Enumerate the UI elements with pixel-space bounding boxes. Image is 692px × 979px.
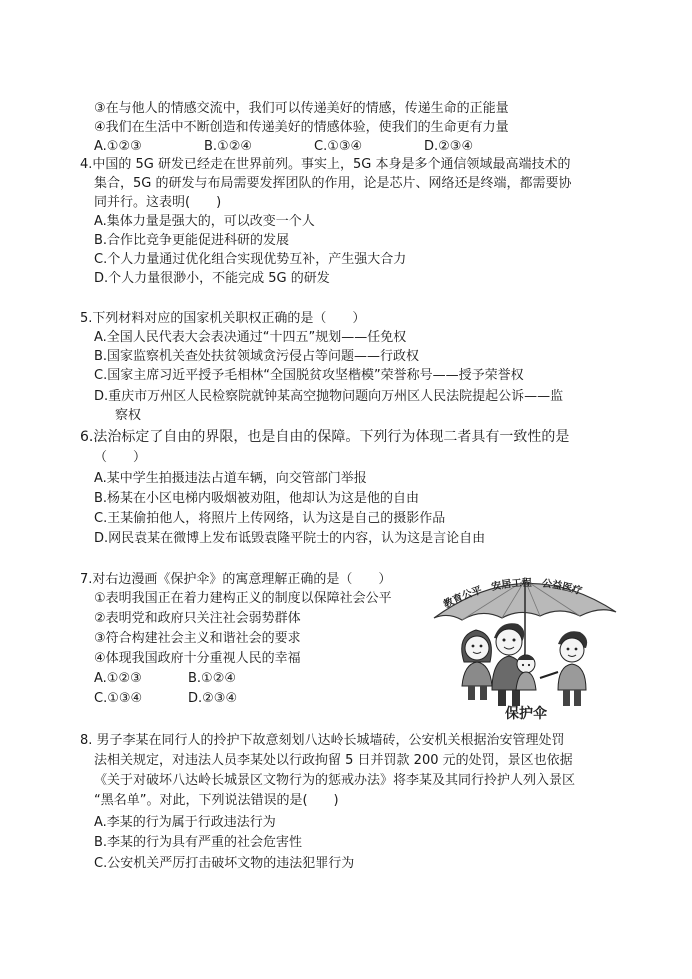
mother-figure [462,630,492,700]
q8-option-b: B.李某的行为具有严重的社会危害性 [94,835,303,850]
q5-option-a: A.全国人民代表大会表决通过“十四五”规划——任免权 [94,330,407,345]
q5-option-c: C.国家主席习近平授予毛相林“全国脱贫攻坚楷模”荣誉称号——授予荣誉权 [94,368,524,383]
q6-option-d: D.网民袁某在微博上发布诋毁袁隆平院士的内容，认为这是言论自由 [94,531,486,546]
q3-option-d: D.②③④ [424,139,474,154]
cartoon-caption: 保护伞 [505,706,547,722]
q7-option-a: A.①②③ [94,671,142,686]
q5-option-d-continued: 察权 [115,408,142,423]
q4-option-a: A.集体力量是强大的，可以改变一个人 [94,214,315,229]
q3-options [94,138,473,156]
umbrella-family-illustration [430,566,620,724]
q7-option-b: B.①②④ [188,671,237,686]
q7-options-row-1 [94,670,236,688]
q4-option-c: C.个人力量通过优化组合实现优势互补，产生强大合力 [94,252,407,267]
q7-statement-2: ②表明党和政府只关注社会弱势群体 [94,611,301,626]
q7-stem: 7.对右边漫画《保护伞》的寓意理解正确的是（ ） [80,572,392,587]
boy-figure [540,631,587,706]
q7-option-c: C.①③④ [94,691,143,706]
q6-stem-line-2: （ ） [94,450,147,465]
q4-option-b: B.合作比竞争更能促进科研的发展 [94,233,290,248]
q7-statement-1: ①表明我国正在着力建构正义的制度以保障社会公平 [94,591,392,606]
q6-option-a: A.某中学生拍摄违法占道车辆，向交管部门举报 [94,471,367,486]
q7-option-d: D.②③④ [188,691,238,706]
q3-option-b: B.①②④ [204,139,253,154]
q8-stem-line-3: 《关于对破坏八达岭长城景区文物行为的惩戒办法》将李某及其同行拎护人列入景区 [94,773,576,788]
q8-option-c: C.公安机关严厉打击破坏文物的违法犯罪行为 [94,856,355,871]
q5-option-b: B.国家监察机关查处扶贫领域贪污侵占等问题——行政权 [94,349,420,364]
q4-option-d: D.个人力量很渺小，不能完成 5G 的研发 [94,271,330,286]
q3-option-c: C.①③④ [314,139,363,154]
q6-stem-line-1: 6.法治标定了自由的界限，也是自由的保障。下列行为体现二者具有一致性的是 [80,429,570,445]
q4-stem-line-1: 4.中国的 5G 研发已经走在世界前列。事实上，5G 本身是多个通信领域最高端技术的 [80,157,571,172]
q7-options-row-2 [94,690,237,708]
q3-statement-3: ③在与他人的情感交流中，我们可以传递美好的情感，传递生命的正能量 [94,101,509,116]
q5-option-d: D.重庆市万州区人民检察院就钟某高空抛物问题向万州区人民法院提起公诉——监 [94,389,564,404]
q7-statement-4: ④体现我国政府十分重视人民的幸福 [94,651,301,666]
umbrella-text: 教育公平 安居工程 公益医疗 [442,577,584,611]
protective-umbrella-cartoon [430,566,620,724]
q6-option-c: C.王某偷拍他人，将照片上传网络，认为这是自己的摄影作品 [94,511,446,526]
q4-stem-line-2: 集合，5G 的研发与布局需要发挥团队的作用，论是芯片、网络还是终端，都需要协 [94,176,572,191]
q6-option-b: B.杨某在小区电梯内吸烟被劝阻，他却认为这是他的自由 [94,491,420,506]
q5-stem: 5.下列材料对应的国家机关职权正确的是（ ） [80,311,366,326]
q8-stem-line-1: 8. 男子李某在同行人的拎护下故意刻划八达岭长城墙砖，公安机关根据治安管理处罚 [80,733,565,748]
q8-stem-line-2: 法相关规定，对违法人员李某处以行政拘留 5 日并罚款 200 元的处罚，景区也依据 [94,753,573,768]
q3-statement-4: ④我们在生活中不断创造和传递美好的情感体验，使我们的生命更有力量 [94,120,509,135]
q4-stem-line-3: 同并行。这表明( ) [94,195,222,210]
q8-stem-line-4: “黑名单”。对此，下列说法错误的是( ) [94,793,339,808]
q7-statement-3: ③符合构建社会主义和谐社会的要求 [94,631,301,646]
q3-option-a: A.①②③ [94,139,142,154]
q8-option-a: A.李某的行为属于行政违法行为 [94,815,276,830]
